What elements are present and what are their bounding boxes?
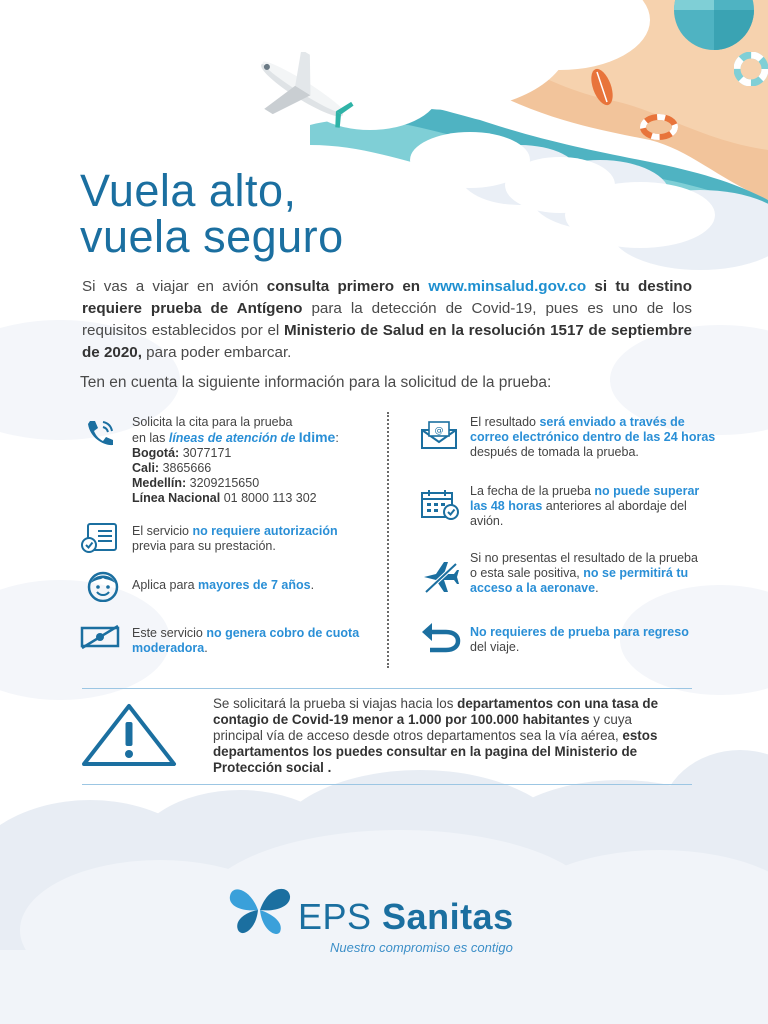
section-lead: Ten en cuenta la siguiente información para la solicitud de la prueba: bbox=[80, 374, 552, 391]
regreso-info bbox=[470, 625, 690, 655]
resultado-info bbox=[470, 415, 720, 460]
column-divider bbox=[387, 412, 389, 668]
intro-text: para poder embarcar. bbox=[141, 344, 292, 361]
warning-bottom-divider bbox=[82, 784, 692, 785]
email-icon bbox=[420, 420, 458, 450]
mayores-text: . bbox=[310, 578, 315, 592]
mayores-info bbox=[132, 578, 382, 593]
regreso-highlight: No requieres de prueba para regreso bbox=[470, 625, 689, 639]
acceso-text: . bbox=[595, 581, 599, 595]
servicio-highlight: no requiere autorización bbox=[192, 524, 338, 538]
resultado-text: El resultado bbox=[470, 415, 540, 429]
fecha-highlight: no puede superar las 48 horas bbox=[470, 484, 700, 513]
phone-city: Línea Nacional bbox=[132, 491, 221, 505]
phone-number: 3865666 bbox=[159, 461, 212, 475]
acceso-highlight: no se permitirá tu acceso a la aeronave bbox=[470, 566, 689, 595]
calendar-check-icon bbox=[420, 488, 460, 520]
cita-line: Solicita la cita para la prueba bbox=[132, 415, 293, 429]
mayores-text: Aplica para bbox=[132, 578, 199, 592]
minsalud-link[interactable]: www.minsalud.gov.co bbox=[428, 278, 587, 295]
phone-city: Bogotá: bbox=[132, 446, 180, 460]
warning-plain: Se solicitará la prueba si viajas hacia los bbox=[213, 696, 458, 711]
cobro-info bbox=[132, 626, 362, 656]
lifebuoy-icon bbox=[734, 52, 768, 86]
regreso-text: del viaje. bbox=[470, 640, 520, 654]
cita-text: : bbox=[335, 431, 339, 445]
intro-bold: consulta primero en bbox=[266, 278, 429, 295]
acceso-text: Si no presentas el resultado de la prueba o esta sale positiva, bbox=[470, 551, 698, 580]
airplane-icon bbox=[250, 52, 354, 128]
fecha-text: La fecha de la prueba bbox=[470, 484, 595, 498]
page-title bbox=[80, 165, 600, 262]
return-arrow-icon bbox=[420, 620, 462, 654]
acceso-info bbox=[470, 551, 706, 596]
butterfly-logo-icon bbox=[228, 882, 292, 938]
phone-city: Medellín: bbox=[132, 476, 187, 490]
title-line-2: vuela seguro bbox=[80, 211, 344, 262]
surfboard-icon bbox=[588, 66, 616, 108]
brand-sanitas: Sanitas bbox=[382, 896, 514, 937]
phone-line bbox=[132, 461, 382, 476]
servicio-text: previa para su prestación. bbox=[132, 539, 276, 553]
cobro-text: . bbox=[204, 641, 208, 655]
warning-bold: departamentos con una tasa de contagio de Covid-19 menor a 1.000 por 100.000 habitantes bbox=[213, 696, 659, 727]
phone-city: Cali: bbox=[132, 461, 160, 475]
phone-number: 3209215650 bbox=[186, 476, 260, 490]
intro-bold: Ministerio de Salud en la resolución 1517 de septiembre de 2020, bbox=[82, 322, 692, 361]
warning-icon bbox=[80, 702, 178, 768]
warning-text bbox=[213, 696, 663, 776]
umbrella-icon bbox=[670, 0, 760, 50]
fecha-text: anteriores al abordaje del avión. bbox=[470, 499, 687, 528]
cobro-text: Este servicio bbox=[132, 626, 207, 640]
servicio-info bbox=[132, 524, 382, 554]
svg-text:@: @ bbox=[434, 426, 444, 436]
child-face-icon bbox=[86, 570, 120, 602]
brand-eps: EPS bbox=[298, 896, 383, 937]
airplane-crossed-icon bbox=[420, 560, 460, 594]
title-line-1: Vuela alto, bbox=[80, 165, 297, 216]
resultado-highlight: será enviado a través de correo electrónico dentro de las 24 horas bbox=[470, 415, 716, 444]
brand-logo-text bbox=[298, 896, 514, 938]
intro-paragraph bbox=[82, 276, 692, 364]
fecha-info bbox=[470, 484, 710, 529]
intro-text: Si vas a viajar en avión bbox=[82, 278, 267, 295]
brand-tagline: Nuestro compromiso es contigo bbox=[330, 940, 513, 955]
cita-text: en las bbox=[132, 431, 169, 445]
document-icon bbox=[80, 522, 120, 554]
cita-info bbox=[132, 415, 382, 506]
warning-bold: estos departamentos los puedes consultar en la pagina del Ministerio de Protección social . bbox=[213, 728, 658, 775]
resultado-text: después de tomada la prueba. bbox=[470, 445, 639, 459]
lifebuoy-icon bbox=[638, 112, 680, 142]
warning-top-divider bbox=[82, 688, 692, 689]
warning-plain: y cuya principal vía de acceso desde otros departamentos sea la vía aérea, bbox=[213, 712, 632, 743]
cita-highlight: líneas de atención de bbox=[168, 431, 299, 445]
mayores-highlight: mayores de 7 años bbox=[198, 578, 311, 592]
intro-bold: si tu destino requiere prueba de Antígeno bbox=[82, 278, 692, 317]
cita-line bbox=[132, 430, 382, 446]
phone-icon bbox=[84, 418, 116, 448]
phone-line bbox=[132, 491, 382, 506]
servicio-text: El servicio bbox=[132, 524, 193, 538]
idime-brand: Idime bbox=[298, 429, 336, 445]
cash-crossed-icon bbox=[80, 624, 120, 650]
phone-line bbox=[132, 476, 382, 491]
cobro-highlight: no genera cobro de cuota moderadora bbox=[132, 626, 360, 655]
intro-text: para la detección de Covid-19, pues es uno de los requisitos establecidos por el bbox=[82, 300, 692, 339]
phone-number: 01 8000 113 302 bbox=[220, 491, 317, 505]
phone-line bbox=[132, 446, 382, 461]
phone-number: 3077171 bbox=[179, 446, 232, 460]
